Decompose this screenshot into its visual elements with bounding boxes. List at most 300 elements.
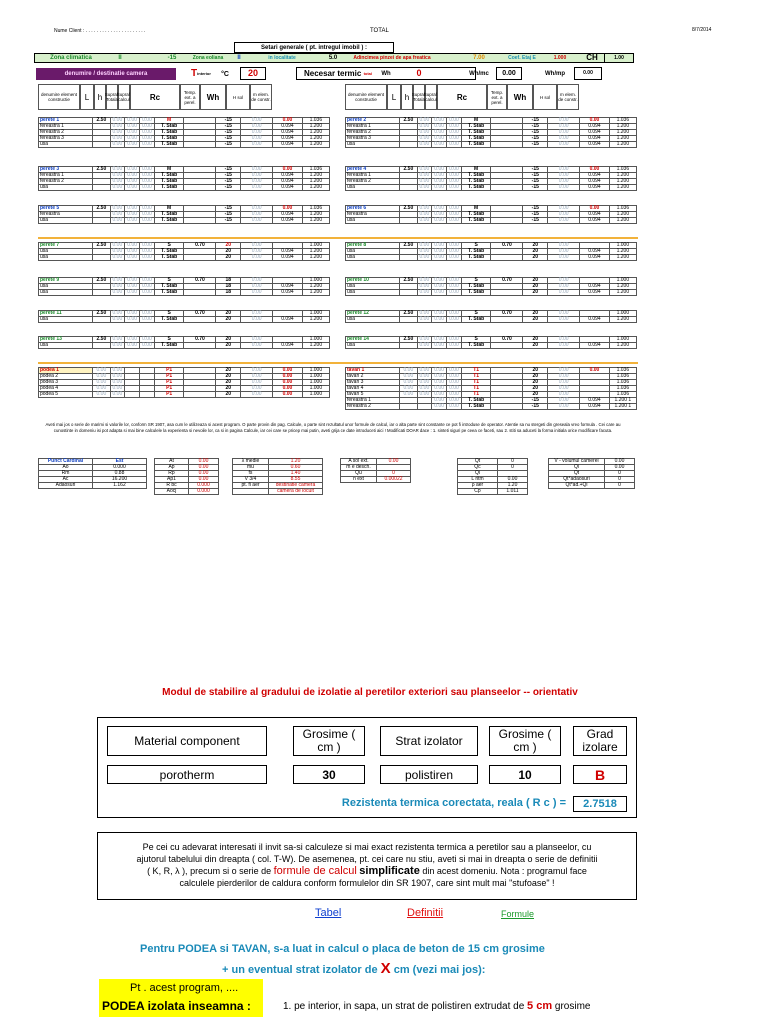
element-name[interactable]: usa — [346, 255, 400, 261]
coeff-value[interactable]: camera de locuit — [269, 489, 323, 495]
element-area: 0.00 — [432, 290, 447, 296]
floor-material[interactable]: P1 — [154, 374, 184, 380]
element-name[interactable]: usa — [346, 142, 400, 148]
coeff-value[interactable]: 0.00 — [605, 465, 635, 471]
ceiling-window-cell — [400, 404, 417, 410]
coeff-label: A sol ext. — [341, 459, 377, 465]
element-name[interactable]: usa — [39, 290, 93, 296]
wall-area: 0.00 — [125, 243, 140, 249]
wall-melem: 1.000 — [609, 337, 636, 343]
element-area-calc: 0.00 — [447, 142, 462, 148]
col-header-right-wh: Wh — [507, 84, 533, 110]
floor-material[interactable]: P1 — [154, 392, 184, 398]
wall-area: 0.00 — [432, 118, 447, 124]
coeff-value[interactable]: 0 — [605, 483, 635, 489]
coeff-value[interactable]: 0.00 — [189, 459, 219, 465]
element-name[interactable]: usa — [39, 255, 93, 261]
element-area-calc: 0.00 — [140, 249, 155, 255]
element-l — [400, 185, 417, 191]
wall-material[interactable]: S — [461, 311, 491, 317]
wall-area-calc: 0.00 — [140, 311, 155, 317]
element-name[interactable]: usa — [346, 185, 400, 191]
element-type[interactable]: T. Stab — [461, 343, 491, 349]
coeff-label: Qt*ad.+Qi — [549, 483, 605, 489]
ceiling-cell: 0.00 — [432, 368, 447, 374]
element-l — [93, 317, 110, 323]
t-interior-value[interactable]: 20 — [247, 68, 258, 78]
element-name[interactable]: usa — [39, 185, 93, 191]
wall-block-left-6 — [38, 310, 330, 323]
element-type[interactable]: T. Stab — [461, 290, 491, 296]
wall-name[interactable]: perete 6 — [346, 206, 400, 212]
element-l — [93, 185, 110, 191]
element-name[interactable]: usa — [346, 218, 400, 224]
ceiling-material[interactable]: T1 — [461, 386, 491, 392]
ceiling-wh: 0.00 — [548, 386, 580, 392]
element-h: 0.00 — [417, 317, 432, 323]
floor-name[interactable]: podea 4 — [39, 386, 93, 392]
floor-material[interactable]: P1 — [154, 368, 184, 374]
wall-material[interactable]: S — [461, 243, 491, 249]
wall-name[interactable]: perete 14 — [346, 337, 400, 343]
element-area: 0.00 — [432, 212, 447, 218]
podea-text — [283, 1001, 590, 1012]
wall-length[interactable]: 2.50 — [400, 206, 417, 212]
col-header-left-temp: Temp. ext. a perel. — [180, 84, 200, 110]
coeff-value[interactable]: 0.00 — [189, 465, 219, 471]
iso-grosime-input[interactable]: 30 — [322, 767, 336, 782]
coef-etaj-value[interactable]: 1.000 — [553, 54, 567, 61]
coeff-col-6 — [548, 458, 635, 489]
podea-izolata-label: PODEA izolata inseamna : — [102, 999, 251, 1013]
element-wh: 0.00 — [241, 185, 273, 191]
wall-area: 0.00 — [432, 311, 447, 317]
iso-grosime2-input[interactable]: 10 — [518, 767, 532, 782]
element-h: 0.00 — [110, 317, 125, 323]
element-name[interactable]: usa — [39, 317, 93, 323]
element-name[interactable]: fereastra 1 — [39, 173, 93, 179]
element-type[interactable]: T. Stab — [154, 185, 184, 191]
element-type[interactable]: T. Stab — [154, 124, 184, 130]
element-type[interactable]: T. Stab — [461, 249, 491, 255]
coeff-value[interactable]: 0.00 — [377, 459, 411, 465]
wall-length[interactable]: 2.50 — [93, 206, 110, 212]
punct-cardinal-value[interactable]: Est — [93, 459, 147, 465]
wall-length[interactable]: 2.50 — [93, 243, 110, 249]
element-name[interactable]: fereastra 2 — [346, 130, 400, 136]
client-name-field[interactable]: Nume Client : . . . . . . . . . . . . . . . . . . . . . . — [54, 28, 146, 34]
element-melem: 1.200 — [609, 317, 636, 323]
coeff-label: Qc — [458, 465, 498, 471]
element-name[interactable]: usa — [39, 284, 93, 290]
coeff-value: 0.88 — [93, 471, 147, 477]
iso-header-grosime2-text: Grosime ( cm ) — [498, 727, 552, 754]
floor-name[interactable]: podea 5 — [39, 392, 93, 398]
rezistenta-value: 2.7518 — [583, 797, 617, 810]
floor-cell — [184, 392, 216, 398]
info-line-3d: din acest domeniu. Nota : programul face — [422, 866, 587, 876]
coeff-value[interactable]: 1.40 — [269, 471, 323, 477]
coeff-value[interactable]: 0.00 — [498, 477, 528, 483]
wall-material[interactable]: S — [154, 311, 184, 317]
iso-material-input[interactable]: porotherm — [159, 767, 215, 782]
element-name[interactable]: usa — [346, 317, 400, 323]
element-name[interactable]: fereastra 1 — [346, 124, 400, 130]
element-rc-exact — [491, 343, 523, 349]
wall-length[interactable]: 2.50 — [93, 311, 110, 317]
col-header-left-calcul: Supraf. calcul — [118, 84, 130, 110]
element-type[interactable]: T. Stab — [461, 317, 491, 323]
element-hsol: 0.094 — [580, 249, 610, 255]
wall-length[interactable]: 2.50 — [400, 243, 417, 249]
col-header-left-melem: m elem. de constr. — [250, 84, 272, 110]
floor-name[interactable]: podea 1 — [39, 368, 93, 374]
element-type[interactable]: T. Stab — [154, 290, 184, 296]
wall-material[interactable]: S — [461, 337, 491, 343]
wall-length[interactable]: 2.50 — [400, 167, 417, 173]
element-name[interactable]: usa — [346, 343, 400, 349]
wall-name[interactable]: perete 7 — [39, 243, 93, 249]
ceiling-hsol: 0.00 — [580, 368, 610, 374]
element-name[interactable]: fereastra 2 — [39, 130, 93, 136]
element-name[interactable]: usa — [346, 290, 400, 296]
wall-area: 0.00 — [432, 243, 447, 249]
room-name-field[interactable]: denumire / destinatie camera — [36, 68, 176, 80]
coeff-label: Qu — [341, 471, 377, 477]
coeff-value[interactable]: 1.20 — [269, 459, 323, 465]
wall-length[interactable]: 2.50 — [93, 278, 110, 284]
floor-material[interactable]: P1 — [154, 386, 184, 392]
element-type[interactable]: T. Stab — [154, 249, 184, 255]
element-name[interactable]: fereastra 2 — [346, 179, 400, 185]
element-name[interactable]: usa — [346, 249, 400, 255]
wall-material[interactable]: M — [154, 118, 184, 124]
coeff-value[interactable]: 0 — [605, 477, 635, 483]
coeff-value[interactable]: 0.000 — [189, 489, 219, 495]
element-name[interactable]: usa — [39, 218, 93, 224]
zona-eoliana-value[interactable]: II — [237, 55, 241, 61]
element-type[interactable]: T. Stab — [461, 212, 491, 218]
element-wh: 0.00 — [548, 212, 580, 218]
coeff-value[interactable]: 0 — [498, 459, 528, 465]
wall-name[interactable]: perete 4 — [346, 167, 400, 173]
element-type[interactable]: T. Stab — [461, 185, 491, 191]
element-melem: 1.200 — [302, 130, 329, 136]
coeff-value[interactable]: 8.55 — [269, 477, 323, 483]
element-type[interactable]: T. Stab — [461, 255, 491, 261]
ceiling-name[interactable]: tavan 1 — [346, 368, 400, 374]
element-type[interactable]: T. Stab — [154, 173, 184, 179]
wall-rc-exact: 0.70 — [491, 311, 523, 317]
floor-temp: 20 — [216, 368, 241, 374]
floor-temp: 20 — [216, 386, 241, 392]
ceiling-window-temp: -15 — [523, 404, 548, 410]
element-temp: -15 — [523, 142, 548, 148]
element-temp: -15 — [523, 136, 548, 142]
coeff-value[interactable]: 1.011 — [498, 489, 528, 495]
element-melem: 1.200 — [302, 136, 329, 142]
coeff-value[interactable]: 0.00 — [189, 471, 219, 477]
element-name[interactable]: usa — [39, 142, 93, 148]
info-line-3 — [104, 865, 630, 877]
col-header-left-hsol: H sol — [226, 84, 250, 110]
element-area-calc: 0.00 — [140, 173, 155, 179]
wall-block-right-5 — [345, 277, 637, 296]
element-name[interactable]: usa — [39, 343, 93, 349]
element-hsol: 0.094 — [273, 290, 303, 296]
element-h: 0.00 — [417, 124, 432, 130]
element-type[interactable]: T. Stab — [154, 284, 184, 290]
wall-area-calc: 0.00 — [140, 118, 155, 124]
wall-name[interactable]: perete 2 — [346, 118, 400, 124]
element-name[interactable]: fereastra — [346, 212, 400, 218]
wall-material[interactable]: M — [154, 167, 184, 173]
coeff-value[interactable]: 1.20 — [498, 483, 528, 489]
element-name[interactable]: fereastra 3 — [39, 136, 93, 142]
wall-material[interactable]: M — [461, 167, 491, 173]
floor-temp: 20 — [216, 374, 241, 380]
wall-material[interactable]: S — [461, 278, 491, 284]
element-name[interactable]: fereastra 3 — [346, 136, 400, 142]
element-type[interactable]: T. Stab — [154, 218, 184, 224]
wall-length[interactable]: 2.50 — [400, 337, 417, 343]
coeff-value[interactable]: 0 — [605, 471, 635, 477]
wall-length[interactable]: 2.50 — [93, 167, 110, 173]
ceiling-material[interactable]: T1 — [461, 380, 491, 386]
element-wh: 0.00 — [548, 185, 580, 191]
wall-material[interactable]: M — [461, 206, 491, 212]
element-type[interactable]: T. Stab — [154, 142, 184, 148]
floor-name[interactable]: podea 3 — [39, 380, 93, 386]
floor-material[interactable]: P1 — [154, 380, 184, 386]
wall-melem: 1.036 — [302, 118, 329, 124]
col-header-right-melem: m elem. de constr. — [557, 84, 579, 110]
wall-material[interactable]: S — [154, 337, 184, 343]
wall-block-left-2 — [38, 166, 330, 191]
coeff-value[interactable]: destinatie camera — [269, 483, 323, 489]
ceiling-name[interactable]: tavan 4 — [346, 386, 400, 392]
ceiling-melem: 1.036 — [609, 368, 636, 374]
zona-climatica-value[interactable]: II — [118, 55, 122, 61]
tabel-link[interactable]: Tabel — [315, 907, 342, 919]
ceiling-cell: 0.00 — [432, 386, 447, 392]
element-hsol: 0.094 — [273, 317, 303, 323]
wall-length[interactable]: 2.50 — [400, 278, 417, 284]
ceiling-h: 0.00 — [417, 392, 432, 398]
ceiling-name[interactable]: tavan 2 — [346, 374, 400, 380]
element-type[interactable]: T. Stab — [461, 179, 491, 185]
ceiling-window-name[interactable]: fereastra 2 — [346, 404, 400, 410]
element-type[interactable]: T. Stab — [461, 173, 491, 179]
coeff-label: pt. fi aer — [233, 483, 269, 489]
element-area-calc: 0.00 — [140, 317, 155, 323]
wall-name[interactable]: perete 8 — [346, 243, 400, 249]
element-area: 0.00 — [432, 317, 447, 323]
element-temp: 20 — [523, 343, 548, 349]
element-hsol: 0.094 — [273, 142, 303, 148]
element-name[interactable]: usa — [346, 284, 400, 290]
wall-material[interactable]: M — [154, 206, 184, 212]
element-wh: 0.00 — [241, 173, 273, 179]
definitii-link[interactable]: Definitii — [407, 907, 444, 919]
coeff-value[interactable]: 0.00 — [189, 477, 219, 483]
floor-hsol: 0.00 — [273, 380, 303, 386]
element-area-calc: 0.00 — [140, 290, 155, 296]
bottom-line-2 — [222, 961, 485, 976]
in-localitate-value[interactable]: 5.0 — [328, 55, 338, 61]
wall-name[interactable]: perete 10 — [346, 278, 400, 284]
element-area: 0.00 — [125, 142, 140, 148]
t-interior-letter: T — [191, 68, 198, 79]
floor-h: 0.00 — [110, 368, 125, 374]
element-name[interactable]: fereastra 1 — [39, 124, 93, 130]
element-area-calc: 0.00 — [447, 179, 462, 185]
floor-name[interactable]: podea 2 — [39, 374, 93, 380]
wall-rc-exact: 0.70 — [184, 337, 216, 343]
coeff-value[interactable]: 0.000 — [189, 483, 219, 489]
element-type[interactable]: T. Stab — [461, 136, 491, 142]
ceiling-window-type: T. Stab — [461, 404, 491, 410]
element-h: 0.00 — [110, 218, 125, 224]
wall-area-calc: 0.00 — [447, 243, 462, 249]
element-area: 0.00 — [125, 173, 140, 179]
element-rc-exact — [491, 142, 523, 148]
element-type[interactable]: T. Stab — [461, 284, 491, 290]
wall-material[interactable]: S — [154, 243, 184, 249]
ceiling-melem: 1.036 — [609, 380, 636, 386]
pt-program-label: Pt . acest program, .... — [130, 982, 239, 994]
element-type[interactable]: T. Stab — [154, 255, 184, 261]
element-wh: 0.00 — [241, 218, 273, 224]
wall-length[interactable]: 2.50 — [93, 337, 110, 343]
ceiling-window-name[interactable]: fereastra 1 — [346, 398, 400, 404]
wall-wh: 0.00 — [241, 311, 273, 317]
element-name[interactable]: fereastra — [39, 212, 93, 218]
wall-h: 0.00 — [110, 243, 125, 249]
ceiling-material[interactable]: T1 — [461, 392, 491, 398]
wall-h: 0.00 — [417, 311, 432, 317]
element-area-calc: 0.00 — [447, 218, 462, 224]
element-l — [93, 255, 110, 261]
element-h: 0.00 — [110, 173, 125, 179]
element-type[interactable]: T. Stab — [154, 212, 184, 218]
wall-name[interactable]: perete 9 — [39, 278, 93, 284]
element-type[interactable]: T. Stab — [154, 130, 184, 136]
element-area: 0.00 — [432, 284, 447, 290]
ceiling-h: 0.00 — [417, 374, 432, 380]
element-area: 0.00 — [125, 212, 140, 218]
wall-temp: -15 — [523, 206, 548, 212]
settings-title: Setari generale ( pt. intregul imobil ) : — [260, 44, 367, 51]
coeff-value[interactable]: 0.00 — [605, 459, 635, 465]
element-melem: 1.200 — [609, 173, 636, 179]
element-melem: 1.200 — [302, 343, 329, 349]
wall-rc-exact: 0.70 — [491, 243, 523, 249]
element-wh: 0.00 — [548, 317, 580, 323]
coeff-value[interactable]: 0.00022 — [377, 477, 411, 483]
element-area: 0.00 — [125, 179, 140, 185]
element-area: 0.00 — [432, 343, 447, 349]
ceiling-name[interactable]: tavan 3 — [346, 380, 400, 386]
section-separator — [38, 362, 638, 364]
element-type[interactable]: T. Stab — [461, 218, 491, 224]
wall-length[interactable]: 2.50 — [93, 118, 110, 124]
element-rc-exact — [491, 317, 523, 323]
wall-area-calc: 0.00 — [140, 243, 155, 249]
element-name[interactable]: fereastra 2 — [39, 179, 93, 185]
zona-eoliana-label: Zona eoliana — [192, 54, 224, 61]
element-type[interactable]: T. Stab — [461, 124, 491, 130]
element-wh: 0.00 — [548, 249, 580, 255]
element-type[interactable]: T. Stab — [461, 130, 491, 136]
element-type[interactable]: T. Stab — [154, 179, 184, 185]
wall-name[interactable]: perete 13 — [39, 337, 93, 343]
ceiling-material[interactable]: T1 — [461, 374, 491, 380]
wall-h: 0.00 — [110, 167, 125, 173]
floor-melem: 1.000 — [302, 392, 329, 398]
floor-wh: 0.00 — [241, 380, 273, 386]
wall-name[interactable]: perete 11 — [39, 311, 93, 317]
info-line-2: ajutorul tabelului din dreapta ( col. T-W). De asemenea, pt. cei care nu stiu, aveti si mai in dreapta o serie de definitii — [136, 854, 598, 864]
ceiling-name[interactable]: tavan 5 — [346, 392, 400, 398]
ceiling-cell: 0.00 — [432, 380, 447, 386]
element-hsol: 0.094 — [273, 212, 303, 218]
element-area: 0.00 — [125, 284, 140, 290]
wall-melem: 1.000 — [302, 311, 329, 317]
wall-length[interactable]: 2.50 — [400, 118, 417, 124]
element-area-calc: 0.00 — [447, 284, 462, 290]
coeff-value[interactable]: 0 — [498, 465, 528, 471]
wall-h: 0.00 — [417, 118, 432, 124]
element-type[interactable]: T. Stab — [154, 136, 184, 142]
element-wh: 0.00 — [241, 290, 273, 296]
col-header-right-temp: Temp. ext. a perel. — [487, 84, 507, 110]
wall-name[interactable]: perete 1 — [39, 118, 93, 124]
element-temp: -15 — [216, 212, 241, 218]
iso-strat-input[interactable]: polistiren — [404, 767, 454, 782]
wall-material[interactable]: M — [461, 118, 491, 124]
wall-area-calc: 0.00 — [447, 118, 462, 124]
ceiling-wh: 0.00 — [548, 380, 580, 386]
wall-block-left-5 — [38, 277, 330, 296]
element-type[interactable]: T. Stab — [154, 317, 184, 323]
element-name[interactable]: usa — [39, 249, 93, 255]
element-h: 0.00 — [110, 290, 125, 296]
wall-material[interactable]: S — [154, 278, 184, 284]
ceiling-material[interactable]: T1 — [461, 368, 491, 374]
adancime-value[interactable]: 7.00 — [473, 55, 485, 61]
floor-hsol: 0.00 — [273, 368, 303, 374]
ch-value[interactable]: 1.00 — [614, 54, 624, 61]
coeff-col-5 — [457, 458, 528, 495]
formule-link[interactable]: Formule — [501, 909, 535, 919]
element-area: 0.00 — [125, 185, 140, 191]
element-wh: 0.00 — [241, 255, 273, 261]
wall-name[interactable]: perete 3 — [39, 167, 93, 173]
element-type[interactable]: T. Stab — [154, 343, 184, 349]
element-name[interactable]: fereastra 1 — [346, 173, 400, 179]
element-type[interactable]: T. Stab — [461, 142, 491, 148]
wall-name[interactable]: perete 12 — [346, 311, 400, 317]
coeff-value[interactable]: 0.60 — [269, 465, 323, 471]
floor-l: 0.00 — [93, 374, 110, 380]
wall-name[interactable]: perete 5 — [39, 206, 93, 212]
wall-length[interactable]: 2.50 — [400, 311, 417, 317]
coeff-label: V - volumul camerei — [549, 459, 605, 465]
element-area: 0.00 — [125, 124, 140, 130]
ceiling-window-temp: -15 — [523, 398, 548, 404]
coeff-value[interactable]: 0 — [377, 471, 411, 477]
